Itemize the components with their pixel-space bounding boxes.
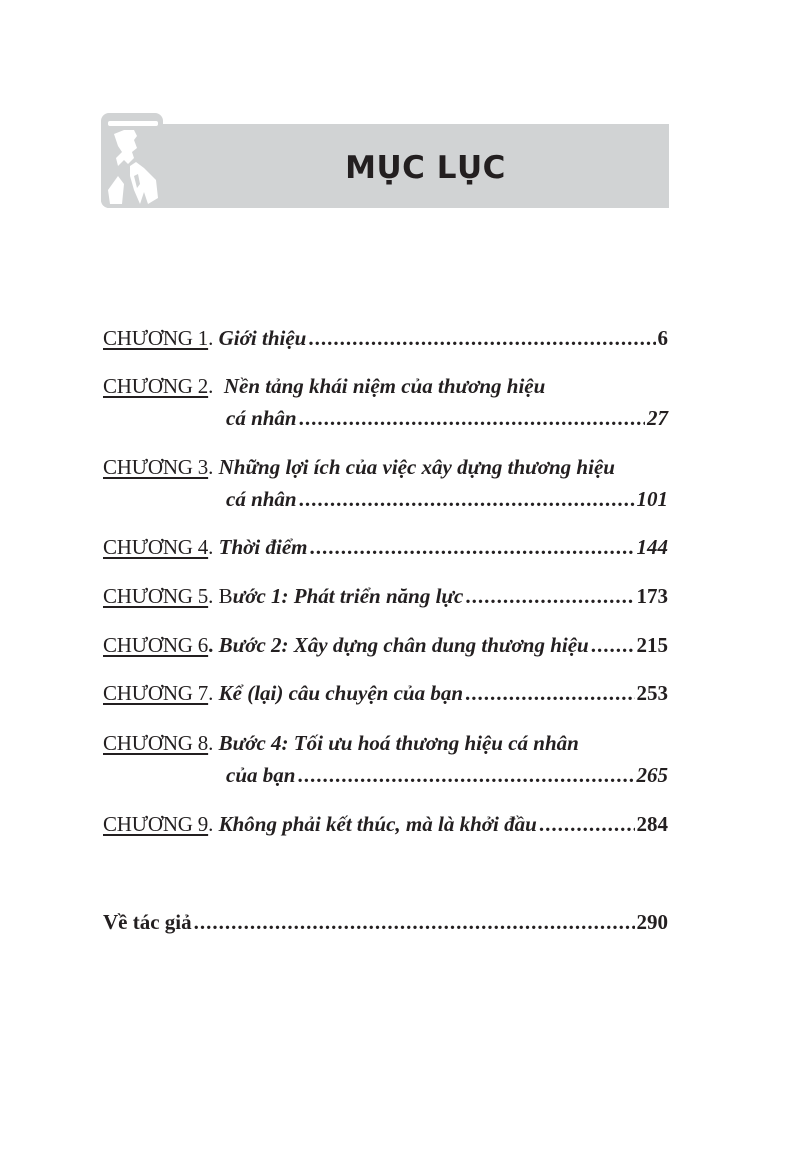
dot-leader — [309, 531, 634, 563]
chapter-title-continued: cá nhân — [226, 406, 297, 430]
toc-entry-about-author[interactable] — [103, 906, 668, 938]
chapter-label: CHƯƠNG 6 — [103, 633, 209, 657]
separator: . — [208, 681, 214, 705]
chapter-title-continued: của bạn — [226, 763, 296, 787]
chapter-label: CHƯƠNG 1 — [103, 326, 209, 350]
chapter-title: Nền tảng khái niệm của thương hiệu — [223, 374, 546, 398]
separator: . — [208, 812, 214, 836]
page-number: 173 — [636, 584, 668, 608]
separator: . — [208, 535, 214, 559]
page-number: 290 — [636, 910, 668, 934]
page-number: 6 — [657, 326, 668, 350]
page-number: 215 — [636, 633, 668, 657]
dot-leader — [465, 677, 634, 709]
page-number: 265 — [636, 763, 668, 787]
page-number: 284 — [636, 812, 668, 836]
page-number: 253 — [636, 681, 668, 705]
dot-leader — [299, 483, 635, 515]
page-number: 101 — [636, 487, 668, 511]
dot-leader — [591, 629, 635, 661]
chapter-title: Thời điểm — [218, 535, 308, 559]
chapter-title: Không phải kết thúc, mà là khởi đầu — [218, 812, 537, 836]
separator: . — [208, 633, 214, 657]
chapter-label: CHƯƠNG 7 — [103, 681, 209, 705]
dot-leader — [297, 759, 634, 791]
toc-entry-chapter-7[interactable] — [103, 677, 668, 709]
separator: . — [208, 374, 214, 398]
dot-leader — [308, 322, 655, 354]
toc-entry-chapter-6[interactable] — [103, 629, 668, 661]
toc-entry-chapter-2[interactable] — [103, 370, 668, 434]
chapter-title: Giới thiệu — [218, 326, 307, 350]
toc-entry-chapter-3[interactable] — [103, 451, 668, 515]
chapter-label: CHƯƠNG 4 — [103, 535, 209, 559]
chapter-label: CHƯƠNG 5 — [103, 584, 209, 608]
dot-leader — [299, 402, 645, 434]
chapter-label: CHƯƠNG 8 — [103, 731, 209, 755]
page-number: 144 — [636, 535, 668, 559]
chapter-title: ước 1: Phát triển năng lực — [232, 584, 464, 608]
chapter-title-prefix: B — [218, 584, 233, 608]
chapter-title-continued: cá nhân — [226, 487, 297, 511]
chapter-title: Kể (lại) câu chuyện của bạn — [218, 681, 464, 705]
toc-entry-chapter-9[interactable] — [103, 808, 668, 840]
chapter-label: CHƯƠNG 3 — [103, 455, 209, 479]
chapter-title: Bước 2: Xây dựng chân dung thương hiệu — [218, 633, 589, 657]
toc-entry-chapter-8[interactable] — [103, 727, 668, 791]
chapter-title: Những lợi ích của việc xây dựng thương hiệu — [218, 455, 615, 479]
toc-entry-chapter-5[interactable] — [103, 580, 668, 612]
chapter-title: Bước 4: Tối ưu hoá thương hiệu cá nhân — [218, 731, 579, 755]
dot-leader — [465, 580, 634, 612]
toc-entry-chapter-1[interactable] — [103, 322, 668, 354]
back-matter-label: Về tác giả — [103, 910, 192, 934]
page-number: 27 — [647, 406, 668, 430]
page-title: MỤC LỤC — [345, 150, 506, 186]
dot-leader — [539, 808, 635, 840]
chapter-label: CHƯƠNG 9 — [103, 812, 209, 836]
separator: . — [208, 455, 214, 479]
chapter-label: CHƯƠNG 2 — [103, 374, 209, 398]
dot-leader — [194, 906, 635, 938]
separator: . — [208, 326, 214, 350]
separator: . — [208, 584, 214, 608]
toc-entry-chapter-4[interactable] — [103, 531, 668, 563]
separator: . — [208, 731, 214, 755]
